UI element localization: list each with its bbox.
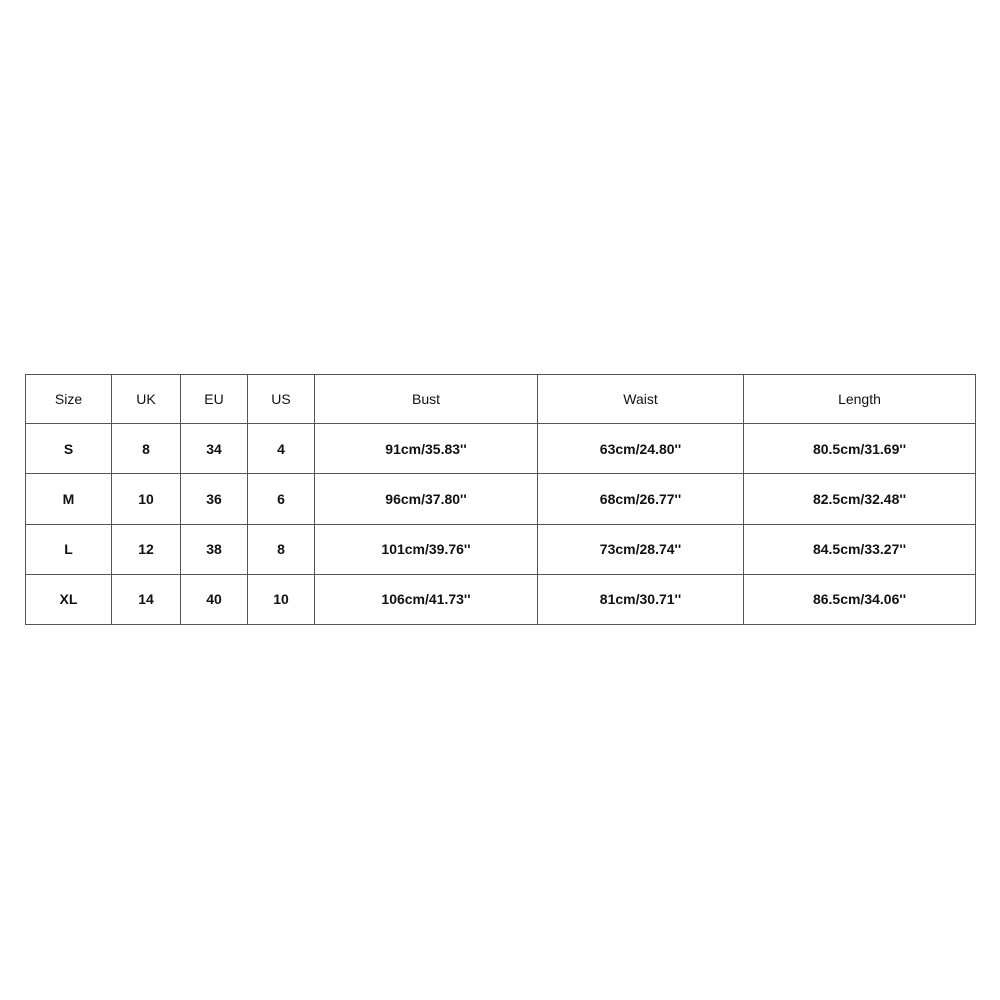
- cell-length: 82.5cm/32.48'': [744, 474, 976, 524]
- table-row: [26, 524, 976, 574]
- cell-size: L: [26, 524, 112, 574]
- header-row: [26, 375, 976, 424]
- table-row: [26, 424, 976, 474]
- cell-uk: 10: [112, 474, 181, 524]
- cell-length: 86.5cm/34.06'': [744, 574, 976, 624]
- cell-bust: 96cm/37.80'': [315, 474, 538, 524]
- header-size: Size: [26, 375, 112, 424]
- cell-us: 6: [248, 474, 315, 524]
- cell-length: 80.5cm/31.69'': [744, 424, 976, 474]
- cell-waist: 63cm/24.80'': [538, 424, 744, 474]
- cell-uk: 8: [112, 424, 181, 474]
- cell-length: 84.5cm/33.27'': [744, 524, 976, 574]
- cell-size: M: [26, 474, 112, 524]
- cell-waist: 73cm/28.74'': [538, 524, 744, 574]
- cell-size: S: [26, 424, 112, 474]
- cell-eu: 40: [181, 574, 248, 624]
- cell-waist: 68cm/26.77'': [538, 474, 744, 524]
- header-us: US: [248, 375, 315, 424]
- cell-bust: 91cm/35.83'': [315, 424, 538, 474]
- header-eu: EU: [181, 375, 248, 424]
- size-chart-table: [25, 374, 976, 625]
- cell-eu: 36: [181, 474, 248, 524]
- cell-us: 4: [248, 424, 315, 474]
- cell-eu: 38: [181, 524, 248, 574]
- table-row: [26, 574, 976, 624]
- cell-us: 10: [248, 574, 315, 624]
- cell-uk: 14: [112, 574, 181, 624]
- table-row: [26, 474, 976, 524]
- cell-waist: 81cm/30.71'': [538, 574, 744, 624]
- cell-us: 8: [248, 524, 315, 574]
- cell-eu: 34: [181, 424, 248, 474]
- header-length: Length: [744, 375, 976, 424]
- cell-size: XL: [26, 574, 112, 624]
- cell-bust: 101cm/39.76'': [315, 524, 538, 574]
- cell-uk: 12: [112, 524, 181, 574]
- cell-bust: 106cm/41.73'': [315, 574, 538, 624]
- header-bust: Bust: [315, 375, 538, 424]
- header-uk: UK: [112, 375, 181, 424]
- header-waist: Waist: [538, 375, 744, 424]
